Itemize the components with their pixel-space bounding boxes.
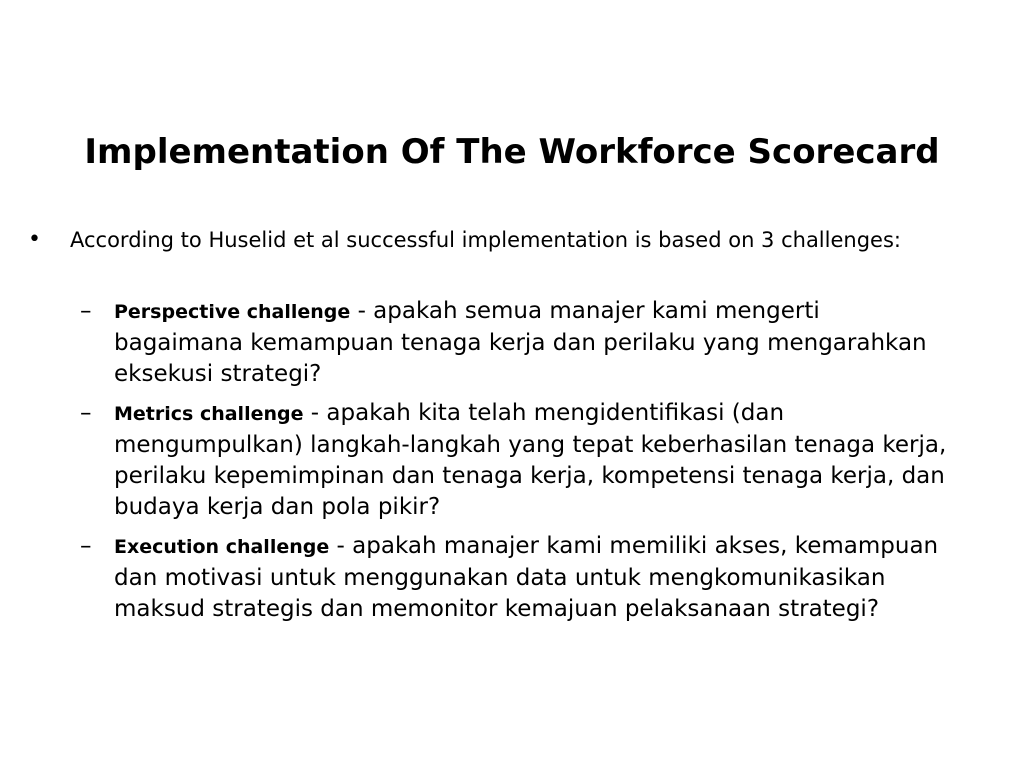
challenge-description: - apakah manajer kami memiliki akses, kemampuan dan motivasi untuk menggunakan data untuk mengkomunikasikan maksud strategis dan memonitor kemajuan pelaksanaan strategi? [114, 533, 939, 622]
challenge-description: - apakah kita telah mengidentifikasi (dan mengumpulkan) langkah-langkah yang tepat keberhasilan tenaga kerja, perilaku kepemimpinan dan tenaga kerja, kompetensi tenaga kerja, dan budaya kerja dan pola pikir? [114, 400, 947, 520]
bullet-item [28, 226, 928, 254]
challenge-item-perspective [80, 296, 960, 390]
bullet-text: According to Huselid et al successful implementation is based on 3 challenges: [70, 228, 901, 252]
challenge-description: - apakah semua manajer kami mengerti bagaimana kemampuan tenaga kerja dan perilaku yang mengarahkan eksekusi strategi? [114, 298, 927, 387]
challenge-item-execution [80, 531, 960, 625]
dash-marker: – [80, 400, 92, 426]
challenge-term: Metrics challenge [114, 403, 304, 425]
challenge-text [114, 296, 954, 390]
challenge-text [114, 398, 954, 523]
challenge-list [80, 296, 960, 633]
challenge-term: Execution challenge [114, 536, 330, 558]
challenge-item-metrics [80, 398, 960, 523]
challenge-text [114, 531, 954, 625]
challenge-term: Perspective challenge [114, 301, 351, 323]
bullet-marker: • [28, 227, 41, 252]
dash-marker: – [80, 533, 92, 559]
slide-title: Implementation Of The Workforce Scorecard [84, 132, 940, 172]
dash-marker: – [80, 298, 92, 324]
